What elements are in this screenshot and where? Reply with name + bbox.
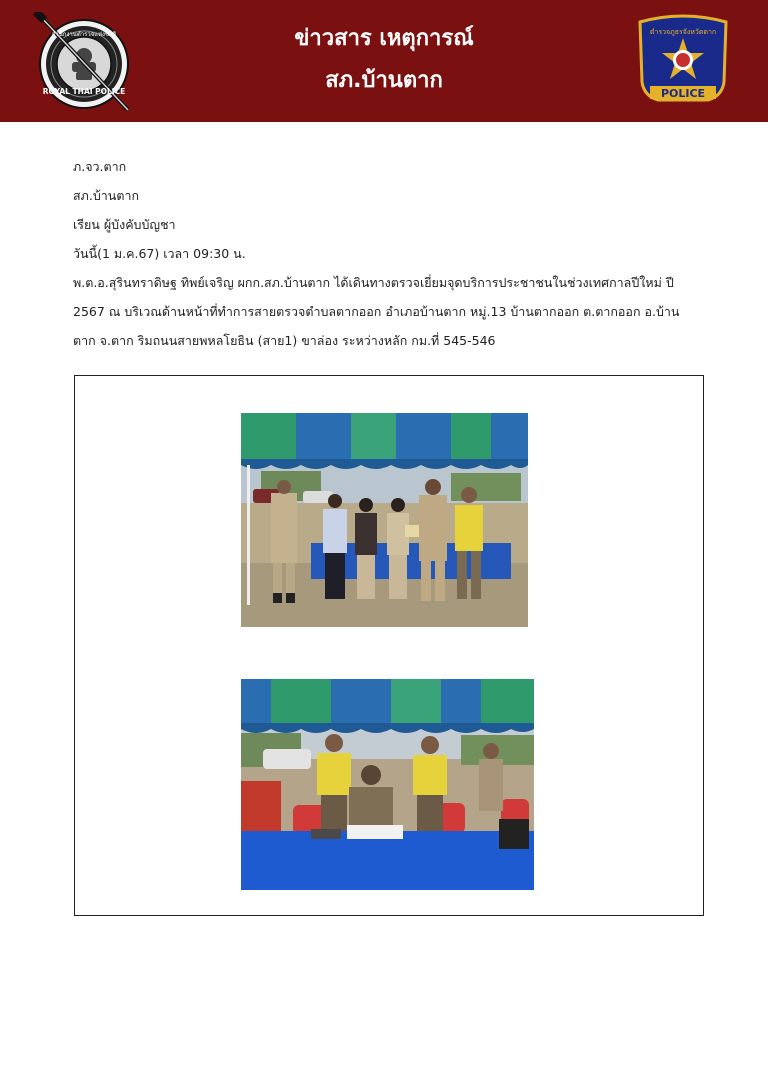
station-line: สภ.บ้านตาก (73, 188, 140, 203)
report-paragraph-line-2: 2567 ณ บริเวณด้านหน้าที่ทำการสายตรวจตำบลตากออก อำเภอบ้านตาก หมู่.13 บ้านตากออก ต.ตากออก อ.บ้าน (73, 304, 680, 319)
seal-bottom-text: ROYAL THAI POLICE (42, 87, 126, 96)
report-paragraph-line-1: พ.ต.อ.สุรินทราดิษฐ ทิพย์เจริญ ผกก.สภ.บ้านตาก ได้เดินทางตรวจเยี่ยมจุดบริการประชาชนในช่วงเทศกาลปีใหม่ ปี (73, 275, 674, 290)
header-banner (0, 0, 768, 122)
province-division-line: ภ.จว.ตาก (73, 159, 127, 174)
title-line-2: สภ.บ้านตาก (325, 68, 443, 93)
service-desk-photo-image (241, 679, 534, 890)
report-paragraph-line-3: ตาก จ.ตาก ริมถนนสายพหลโยธิน (สาย1) ขาล่อง ระหว่างหลัก กม.ที่ 545-546 (73, 333, 496, 348)
badge-top-text: ตำรวจภูธรจังหวัดตาก (649, 28, 717, 36)
badge-bottom-text: POLICE (660, 87, 706, 100)
group-photo-image (241, 413, 528, 627)
photo-frame (74, 375, 704, 916)
seal-ring-text: สำนักงานตำรวจแห่งชาติ (51, 31, 117, 38)
date-time-line: วันนี้(1 ม.ค.67) เวลา 09:30 น. (73, 246, 246, 261)
report-body (73, 152, 703, 355)
title-line-1: ข่าวสาร เหตุการณ์ (294, 26, 474, 51)
provincial-police-badge-icon (636, 12, 730, 108)
salutation-line: เรียน ผู้บังคับบัญชา (73, 217, 176, 232)
